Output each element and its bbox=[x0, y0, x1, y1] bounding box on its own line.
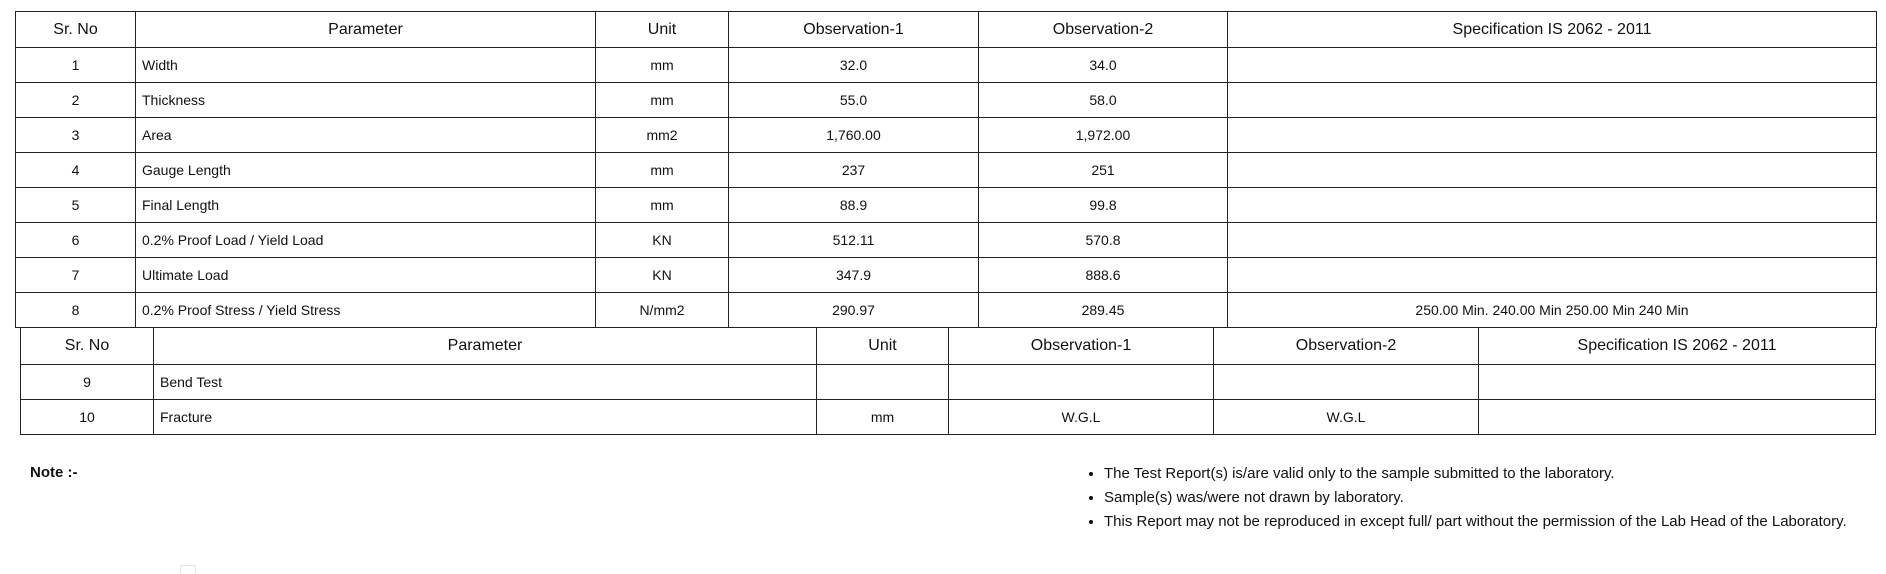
header-sr-no: Sr. No bbox=[21, 328, 154, 365]
header-observation-2: Observation-2 bbox=[979, 12, 1228, 48]
cell-observation-1: 290.97 bbox=[729, 293, 979, 328]
cell-observation-1: 55.0 bbox=[729, 83, 979, 118]
cell-unit bbox=[817, 365, 949, 400]
cell-parameter: Ultimate Load bbox=[136, 258, 596, 293]
cell-sr-no: 6 bbox=[16, 223, 136, 258]
note-label: Note :- bbox=[30, 464, 78, 481]
cell-sr-no: 1 bbox=[16, 48, 136, 83]
cell-unit: mm bbox=[596, 83, 729, 118]
cell-specification bbox=[1228, 83, 1877, 118]
cell-sr-no: 2 bbox=[16, 83, 136, 118]
cell-observation-1: 88.9 bbox=[729, 188, 979, 223]
cell-observation-2 bbox=[1214, 365, 1479, 400]
cell-parameter: Final Length bbox=[136, 188, 596, 223]
header-observation-2: Observation-2 bbox=[1214, 328, 1479, 365]
header-observation-1: Observation-1 bbox=[729, 12, 979, 48]
note-item: • The Test Report(s) is/are valid only to the sample submitted to the laboratory. bbox=[1104, 462, 1847, 486]
cell-parameter: 0.2% Proof Load / Yield Load bbox=[136, 223, 596, 258]
test-results-table bbox=[15, 11, 1877, 328]
header-unit: Unit bbox=[596, 12, 729, 48]
cell-parameter: Width bbox=[136, 48, 596, 83]
cell-observation-2: 888.6 bbox=[979, 258, 1228, 293]
cell-unit: N/mm2 bbox=[596, 293, 729, 328]
cell-specification bbox=[1228, 258, 1877, 293]
cell-unit: mm2 bbox=[596, 118, 729, 153]
header-parameter: Parameter bbox=[154, 328, 817, 365]
cell-sr-no: 4 bbox=[16, 153, 136, 188]
note-item: • This Report may not be reproduced in except full/ part without the permission of the Lab Head of the Laboratory. bbox=[1104, 510, 1847, 534]
cell-unit: mm bbox=[817, 400, 949, 435]
cell-parameter: Fracture bbox=[154, 400, 817, 435]
cell-specification bbox=[1479, 400, 1876, 435]
cell-observation-1: 237 bbox=[729, 153, 979, 188]
bend-fracture-table bbox=[20, 327, 1876, 435]
cell-parameter: Area bbox=[136, 118, 596, 153]
table-row bbox=[16, 118, 1877, 153]
header-sr-no: Sr. No bbox=[16, 12, 136, 48]
header-specification: Specification IS 2062 - 2011 bbox=[1228, 12, 1877, 48]
table-header-row bbox=[16, 12, 1877, 48]
note-list bbox=[1090, 462, 1847, 534]
table-row bbox=[16, 188, 1877, 223]
cell-parameter: Gauge Length bbox=[136, 153, 596, 188]
cell-sr-no: 7 bbox=[16, 258, 136, 293]
table-header-row bbox=[21, 328, 1876, 365]
cell-observation-2: 99.8 bbox=[979, 188, 1228, 223]
cell-unit: mm bbox=[596, 188, 729, 223]
cell-observation-2: 34.0 bbox=[979, 48, 1228, 83]
cell-parameter: 0.2% Proof Stress / Yield Stress bbox=[136, 293, 596, 328]
cell-observation-2: 570.8 bbox=[979, 223, 1228, 258]
cell-observation-1: 32.0 bbox=[729, 48, 979, 83]
cell-sr-no: 9 bbox=[21, 365, 154, 400]
cell-observation-1: 347.9 bbox=[729, 258, 979, 293]
cell-observation-2: 251 bbox=[979, 153, 1228, 188]
cell-observation-2: 289.45 bbox=[979, 293, 1228, 328]
table-row bbox=[16, 258, 1877, 293]
cell-parameter: Bend Test bbox=[154, 365, 817, 400]
cell-sr-no: 8 bbox=[16, 293, 136, 328]
header-observation-1: Observation-1 bbox=[949, 328, 1214, 365]
table-row bbox=[16, 223, 1877, 258]
table-row bbox=[21, 400, 1876, 435]
table-row bbox=[16, 48, 1877, 83]
cell-sr-no: 3 bbox=[16, 118, 136, 153]
cell-unit: KN bbox=[596, 223, 729, 258]
cell-observation-2: W.G.L bbox=[1214, 400, 1479, 435]
cell-unit: mm bbox=[596, 48, 729, 83]
cell-specification bbox=[1228, 153, 1877, 188]
table-row bbox=[16, 83, 1877, 118]
cell-unit: mm bbox=[596, 153, 729, 188]
cell-specification bbox=[1479, 365, 1876, 400]
cell-observation-2: 58.0 bbox=[979, 83, 1228, 118]
cell-observation-1: 1,760.00 bbox=[729, 118, 979, 153]
cell-observation-1: 512.11 bbox=[729, 223, 979, 258]
header-specification: Specification IS 2062 - 2011 bbox=[1479, 328, 1876, 365]
table-row bbox=[16, 293, 1877, 328]
cell-specification bbox=[1228, 188, 1877, 223]
cell-sr-no: 5 bbox=[16, 188, 136, 223]
note-item: • Sample(s) was/were not drawn by laboratory. bbox=[1104, 486, 1847, 510]
header-parameter: Parameter bbox=[136, 12, 596, 48]
cell-unit: KN bbox=[596, 258, 729, 293]
table-row bbox=[16, 153, 1877, 188]
cell-sr-no: 10 bbox=[21, 400, 154, 435]
cell-observation-1 bbox=[949, 365, 1214, 400]
cell-specification: 250.00 Min. 240.00 Min 250.00 Min 240 Min bbox=[1228, 293, 1877, 328]
cell-specification bbox=[1228, 118, 1877, 153]
cell-observation-2: 1,972.00 bbox=[979, 118, 1228, 153]
table-row bbox=[21, 365, 1876, 400]
cell-specification bbox=[1228, 48, 1877, 83]
header-unit: Unit bbox=[817, 328, 949, 365]
cell-parameter: Thickness bbox=[136, 83, 596, 118]
cell-observation-1: W.G.L bbox=[949, 400, 1214, 435]
cell-specification bbox=[1228, 223, 1877, 258]
